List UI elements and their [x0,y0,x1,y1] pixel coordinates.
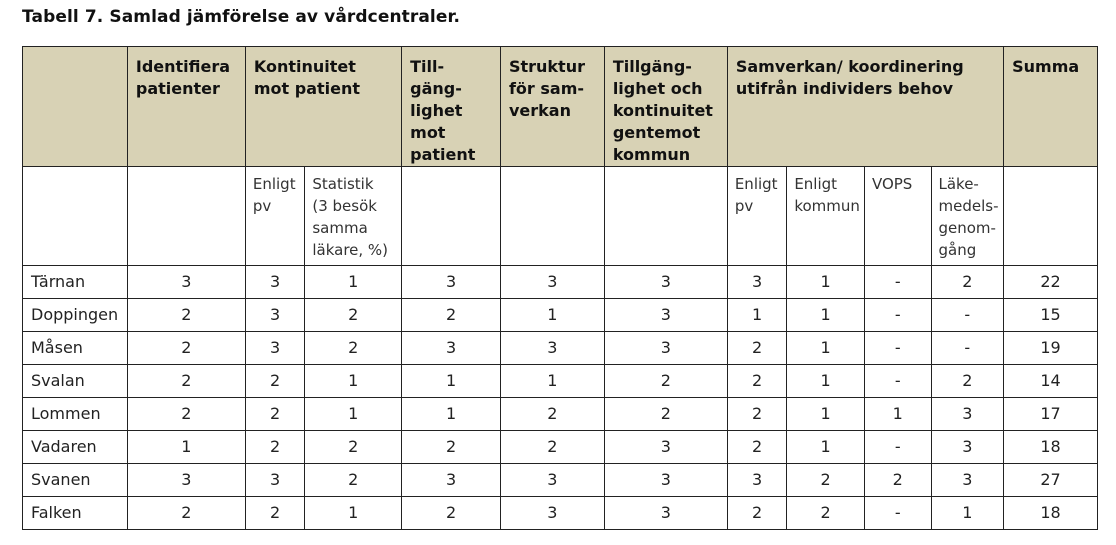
header-line: lighet och [612,79,703,98]
header-line: Summa [1012,57,1080,76]
header-blank [23,47,128,167]
header-line: mot patient [253,79,361,98]
row-name: Svanen [23,464,128,497]
row-value: 2 [500,431,604,464]
table-row [23,398,1098,431]
row-value: 2 [127,497,245,530]
row-value: 1 [305,497,402,530]
header-tillganglighet-kommun [604,47,727,167]
row-value: 3 [604,497,727,530]
row-value: 3 [402,464,501,497]
row-name: Falken [23,497,128,530]
row-value: 2 [305,464,402,497]
row-value: 3 [727,266,786,299]
row-value: 1 [727,299,786,332]
row-value: 2 [864,464,931,497]
row-value: 2 [604,398,727,431]
row-value: 18 [1004,497,1098,530]
row-value: 3 [931,431,1004,464]
comparison-table [22,46,1098,530]
row-value: 1 [787,431,865,464]
row-value: 3 [500,332,604,365]
table-row [23,464,1098,497]
header-line: läkare, %) [312,241,389,259]
row-value: 3 [245,332,304,365]
row-value: 2 [127,332,245,365]
sub-vops [864,167,931,266]
row-value: 3 [402,332,501,365]
row-value: 3 [500,497,604,530]
header-line: lighet [410,101,463,120]
row-value: 2 [245,431,304,464]
sub-blank-1 [23,167,128,266]
row-value: 3 [931,464,1004,497]
header-line: Enligt [252,175,296,193]
row-value: 3 [604,299,727,332]
row-value: 2 [127,299,245,332]
row-value: - [864,365,931,398]
row-value: - [931,299,1004,332]
row-value: - [931,332,1004,365]
sub-blank-5 [604,167,727,266]
row-value: - [864,299,931,332]
row-value: 15 [1004,299,1098,332]
header-line: genom- [938,219,996,237]
subheader-row [23,167,1098,266]
header-tillganglighet [402,47,501,167]
header-line: patient [410,145,476,164]
header-samverkan [727,47,1003,167]
row-value: 1 [305,398,402,431]
row-value: - [864,431,931,464]
row-value: 22 [1004,266,1098,299]
row-value: 1 [931,497,1004,530]
header-line: utifrån individers behov [735,79,954,98]
header-line: Statistik [312,175,374,193]
header-line: Tillgäng- [612,57,692,76]
row-value: 3 [127,266,245,299]
header-line: samma [312,219,368,237]
row-value: 2 [931,365,1004,398]
row-value: 2 [727,497,786,530]
row-value: 2 [305,431,402,464]
sub-blank-3 [402,167,501,266]
sub-statistik [305,167,402,266]
header-line: kommun [612,145,691,164]
header-line: Struktur [508,57,585,76]
row-value: 3 [500,464,604,497]
table-title: Tabell 7. Samlad jämförelse av vårdcentraler. [22,7,461,27]
header-line: verkan [508,101,571,120]
row-value: 1 [864,398,931,431]
row-value: 2 [727,332,786,365]
row-name: Doppingen [23,299,128,332]
row-value: 3 [727,464,786,497]
header-line: mot [410,123,446,142]
row-value: - [864,332,931,365]
header-line: Till- [410,57,445,76]
header-struktur [500,47,604,167]
row-value: 2 [245,497,304,530]
row-value: 14 [1004,365,1098,398]
sub-enligt-pv-samverkan [727,167,786,266]
sub-blank-2 [127,167,245,266]
row-value: 2 [402,431,501,464]
header-summa [1004,47,1098,167]
row-value: 1 [402,398,501,431]
row-value: 3 [604,464,727,497]
row-value: 2 [245,365,304,398]
row-value: 2 [604,365,727,398]
row-value: 2 [245,398,304,431]
row-value: 1 [787,266,865,299]
row-value: 3 [127,464,245,497]
header-line: pv [252,197,272,215]
sub-enligt-pv [245,167,304,266]
row-value: 3 [604,266,727,299]
header-identifiera [127,47,245,167]
header-line: kontinuitet [612,101,713,120]
sub-blank-4 [500,167,604,266]
row-value: 3 [402,266,501,299]
row-value: 2 [500,398,604,431]
row-value: 1 [787,398,865,431]
row-value: 2 [787,497,865,530]
table-row [23,431,1098,464]
header-line: Läke- [938,175,979,193]
header-line: Enligt [734,175,778,193]
row-value: 2 [402,497,501,530]
row-name: Tärnan [23,266,128,299]
row-value: 17 [1004,398,1098,431]
header-line: Samverkan/ koordinering [735,57,964,76]
table-row [23,332,1098,365]
sub-lakemedel [931,167,1004,266]
row-name: Lommen [23,398,128,431]
row-value: 3 [500,266,604,299]
row-value: 18 [1004,431,1098,464]
header-line: pv [734,197,754,215]
row-value: 3 [604,332,727,365]
row-value: 1 [500,365,604,398]
row-value: 1 [305,266,402,299]
row-value: 3 [604,431,727,464]
row-value: 2 [727,365,786,398]
row-name: Svalan [23,365,128,398]
header-kontinuitet [245,47,401,167]
header-row [23,47,1098,167]
row-value: 1 [787,332,865,365]
sub-enligt-kommun [787,167,865,266]
row-value: - [864,266,931,299]
sub-blank-6 [1004,167,1098,266]
row-name: Måsen [23,332,128,365]
header-line: kommun [794,197,860,215]
header-line: gång [938,241,977,259]
header-line: VOPS [871,175,913,193]
header-line: gentemot [612,123,701,142]
row-value: 2 [931,266,1004,299]
table-body [23,266,1098,530]
row-name: Vadaren [23,431,128,464]
header-line: Kontinuitet [253,57,356,76]
row-value: 2 [127,398,245,431]
row-value: 19 [1004,332,1098,365]
header-line: patienter [135,79,220,98]
row-value: 1 [402,365,501,398]
header-line: medels- [938,197,999,215]
row-value: 1 [127,431,245,464]
table-row [23,266,1098,299]
header-line: Identifiera [135,57,231,76]
row-value: 2 [127,365,245,398]
row-value: 3 [245,266,304,299]
row-value: 1 [787,365,865,398]
row-value: 27 [1004,464,1098,497]
row-value: 2 [727,398,786,431]
row-value: - [864,497,931,530]
table-row [23,497,1098,530]
header-line: (3 besök [312,197,377,215]
row-value: 3 [245,464,304,497]
row-value: 2 [305,299,402,332]
row-value: 1 [500,299,604,332]
row-value: 2 [402,299,501,332]
table-row [23,299,1098,332]
row-value: 1 [787,299,865,332]
header-line: för sam- [508,79,584,98]
row-value: 1 [305,365,402,398]
table-row [23,365,1098,398]
row-value: 2 [787,464,865,497]
row-value: 2 [727,431,786,464]
row-value: 2 [305,332,402,365]
row-value: 3 [245,299,304,332]
header-line: gäng- [410,79,462,98]
header-line: Enligt [794,175,838,193]
row-value: 3 [931,398,1004,431]
